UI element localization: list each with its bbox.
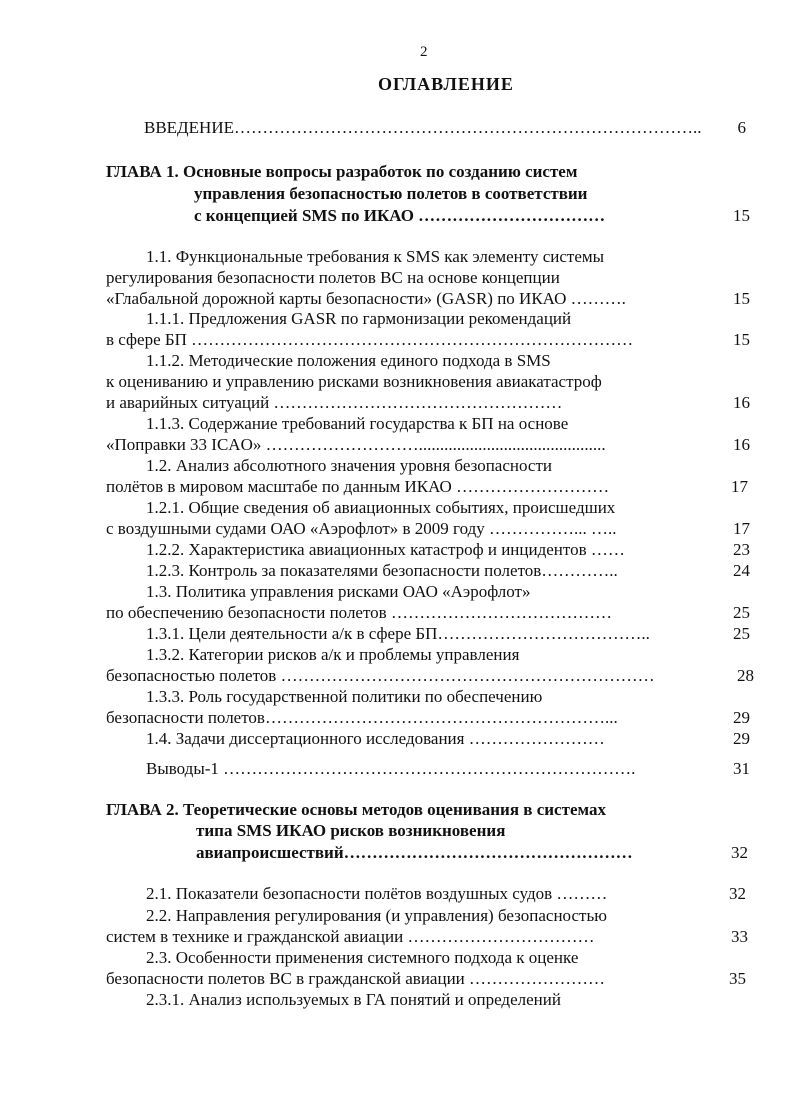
toc-chapter-2-line-2[interactable]: типа SMS ИКАО рисков возникновения: [196, 821, 506, 840]
toc-entry-2-3-line-2[interactable]: безопасности полетов ВС в гражданской авиации ……………………: [106, 969, 606, 988]
toc-entry-1-1-3-line-2[interactable]: «Поправки 33 ICAO» ………………………............................................: [106, 435, 606, 454]
toc-entry-1-1-2-line-3[interactable]: и аварийных ситуаций ……………………………………………: [106, 393, 563, 412]
toc-entry-1-3-line-1[interactable]: 1.3. Политика управления рисками ОАО «Аэрофлот»: [146, 582, 531, 601]
toc-page-number: 32: [729, 884, 746, 903]
toc-entry-2-3-line-1[interactable]: 2.3. Особенности применения системного подхода к оценке: [146, 948, 579, 967]
toc-entry-1-2-2[interactable]: 1.2.2. Характеристика авиационных катастроф и инцидентов ……: [146, 540, 625, 559]
toc-page-number: 31: [733, 759, 750, 778]
toc-entry-1-3-2-line-1[interactable]: 1.3.2. Категории рисков а/к и проблемы управления: [146, 645, 520, 664]
toc-entry-1-2-line-2[interactable]: полётов в мировом масштабе по данным ИКАО ………………………: [106, 477, 610, 496]
toc-entry-intro[interactable]: ВВЕДЕНИЕ………………………………………………………………………..: [144, 118, 702, 137]
toc-entry-1-3-3-line-2[interactable]: безопасности полетов……………………………………………………...: [106, 708, 618, 727]
toc-entry-1-2-line-1[interactable]: 1.2. Анализ абсолютного значения уровня безопасности: [146, 456, 552, 475]
toc-chapter-1-line-3[interactable]: с концепцией SMS по ИКАО ……………………………: [194, 206, 606, 225]
toc-entry-1-1-3-line-1[interactable]: 1.1.3. Содержание требований государства к БП на основе: [146, 414, 569, 433]
toc-entry-1-1-line-1[interactable]: 1.1. Функциональные требования к SMS как элементу системы: [146, 247, 605, 266]
toc-page-number: 28: [737, 666, 754, 685]
toc-entry-1-1-1-line-2[interactable]: в сфере БП ……………………………………………………………………: [106, 330, 634, 349]
toc-entry-1-1-line-3[interactable]: «Глабальной дорожной карты безопасности» (GASR) по ИКАО ……….: [106, 289, 626, 308]
toc-entry-conclusions-1[interactable]: Выводы-1 ……………………………………………………………….: [146, 759, 636, 778]
toc-page-number: 35: [729, 969, 746, 988]
toc-entry-1-1-2-line-1[interactable]: 1.1.2. Методические положения единого подхода в SMS: [146, 351, 551, 370]
toc-page-number: 17: [731, 477, 748, 496]
toc-entry-1-1-1-line-1[interactable]: 1.1.1. Предложения GASR по гармонизации рекомендаций: [146, 309, 572, 328]
toc-entry-2-2-line-2[interactable]: систем в технике и гражданской авиации ……………………………: [106, 927, 595, 946]
toc-entry-1-4[interactable]: 1.4. Задачи диссертационного исследования ……………………: [146, 729, 605, 748]
toc-chapter-2-line-3[interactable]: авиапроисшествий……………………………………………: [196, 843, 633, 862]
toc-entry-2-2-line-1[interactable]: 2.2. Направления регулирования (и управления) безопасностью: [146, 906, 607, 925]
toc-page-number: 17: [733, 519, 750, 538]
toc-page-number: 23: [733, 540, 750, 559]
toc-page-number: 25: [733, 603, 750, 622]
toc-entry-1-3-1[interactable]: 1.3.1. Цели деятельности а/к в сфере БП………………………………..: [146, 624, 650, 643]
toc-chapter-2-line-1[interactable]: ГЛАВА 2. Теоретические основы методов оценивания в системах: [106, 800, 606, 819]
toc-page-number: 32: [731, 843, 748, 862]
toc-entry-1-1-2-line-2[interactable]: к оцениванию и управлению рисками возникновения авиакатастроф: [106, 372, 602, 391]
toc-entry-1-3-line-2[interactable]: по обеспечению безопасности полетов …………………………………: [106, 603, 612, 622]
toc-entry-1-2-1-line-1[interactable]: 1.2.1. Общие сведения об авиационных событиях, происшедших: [146, 498, 616, 517]
toc-page-number: 15: [733, 330, 750, 349]
toc-page-number: 16: [733, 435, 750, 454]
toc-page-number: 15: [733, 206, 750, 225]
toc-entry-1-2-3[interactable]: 1.2.3. Контроль за показателями безопасности полетов…………..: [146, 561, 618, 580]
toc-entry-1-2-1-line-2[interactable]: с воздушными судами ОАО «Аэрофлот» в 2009 году ……………... …..: [106, 519, 617, 538]
toc-entry-1-3-2-line-2[interactable]: безопасностью полетов …………………………………………………………: [106, 666, 655, 685]
toc-entry-2-3-1[interactable]: 2.3.1. Анализ используемых в ГА понятий и определений: [146, 990, 561, 1009]
toc-page-number: 15: [733, 289, 750, 308]
toc-entry-1-1-line-2[interactable]: регулирования безопасности полетов ВС на основе концепции: [106, 268, 560, 287]
toc-page-number: 16: [733, 393, 750, 412]
toc-chapter-1-line-2[interactable]: управления безопасностью полетов в соответствии: [194, 184, 588, 203]
page-title: ОГЛАВЛЕНИЕ: [378, 74, 514, 94]
toc-entry-1-3-3-line-1[interactable]: 1.3.3. Роль государственной политики по обеспечению: [146, 687, 543, 706]
toc-page-number: 29: [733, 729, 750, 748]
toc-page-number: 29: [733, 708, 750, 727]
toc-page-number: 24: [733, 561, 750, 580]
toc-entry-2-1[interactable]: 2.1. Показатели безопасности полётов воздушных судов ………: [146, 884, 608, 903]
toc-page-number: 25: [733, 624, 750, 643]
toc-chapter-1-line-1[interactable]: ГЛАВА 1. Основные вопросы разработок по созданию систем: [106, 162, 578, 181]
page-number: 2: [420, 44, 428, 60]
toc-page-number: 33: [731, 927, 748, 946]
toc-page-number: 6: [737, 118, 746, 137]
